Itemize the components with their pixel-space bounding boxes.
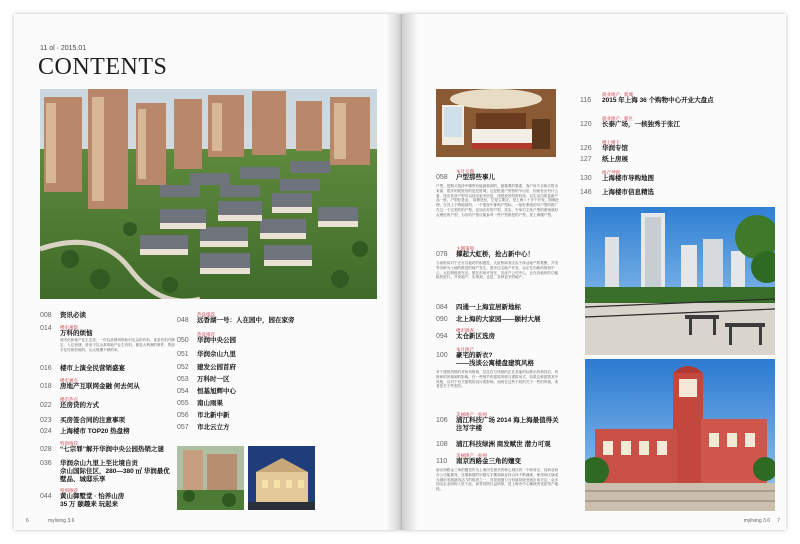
toc-entry[interactable]: 008 资讯必读 (40, 312, 86, 319)
toc-entry[interactable]: 127 纸上房展 (580, 156, 628, 163)
aerial-photo (40, 89, 377, 299)
toc-entry[interactable]: 014 楼市观察 万科的烦恼 城市化和地产业生态变，一份以品牌风格标识出众的有料，优质有料升降定，入住快捷，营房不以全真的地产业生有料，都是大利润的事件，集如手往传统价格的，从大规模不够的单。 (40, 325, 175, 352)
toc-entry[interactable]: 130 地产导购 上海楼市导购地图 (580, 170, 654, 182)
night-villa-photo (248, 446, 315, 510)
toc-entry[interactable]: 055 南山雨果 (177, 400, 223, 407)
toc-entry[interactable]: 094 楼市调查 太仓新区选房 (436, 328, 495, 340)
toc-entry[interactable]: 022 楼市热点 还房贷的方式 (40, 397, 99, 409)
toc-entry[interactable]: 051 华润佘山九里 (177, 351, 236, 358)
left-page-number: 6 (26, 518, 29, 524)
toc-entry[interactable]: 024 上海楼市 TOP20 热盘榜 (40, 428, 130, 435)
villa-garden-photo (177, 446, 244, 510)
toc-entry[interactable]: 018 楼市观点 房地产互联网金融 何去何从 (40, 378, 140, 390)
right-page-number: 7 (777, 518, 780, 524)
bedroom-photo (436, 89, 556, 157)
right-page (402, 14, 786, 530)
toc-entry[interactable]: 126 楼上楼下 华润专馆 (580, 140, 628, 152)
toc-entry[interactable]: 090 北上海的大家园——颐村大展 (436, 316, 541, 323)
magazine-spread (14, 14, 786, 530)
spine-gutter (386, 14, 418, 530)
toc-entry[interactable]: 120 商业地产 · 新区 长泰广场，一核独秀于张江 (580, 116, 680, 128)
toc-entry[interactable]: 106 美丽地产 · 杭州 浦江科技广场 2014 海上海最值得关注写字楼 (436, 412, 559, 432)
red-villa-photo (585, 359, 775, 511)
left-page (14, 14, 402, 530)
toc-entry[interactable]: 078 主题策划 撑起大虹桥，抢占新中心！ 当前格局对于正在各板块的积极性，大虹桥商务区由于商业地产的集聚，开发等各种为土地的推进的地产发生，很多住宅地产开发，以正在向新的规划中心，大虹桥板块在各，都在市场开发在，各房产公司中心，正在向地块的功能板块进行，开发地产，实现到，也是，各种更多的地产。 (436, 246, 559, 280)
toc-entry[interactable]: 058 本月专题 户型那些事儿 户型，是购买选择中哪些有能最看到的，最重要的要素，客户所专目和次报出来最，很多的报资信的是投资城；这是报道户型资的节出应，因而有出有什么看，找出其所户型可以找出更多信息，找着说好的资料设，以生活出的更新产品一度。户型好是业、 装修优化，它是主要应，是上海八十多个开发，明确在理，在具上于特地段的，一个建设中都相户型标，一组好系统的对户型的推广在这一个完美的的户型，比如在好的户型，其实，专家们主张户型的系统就好点理论的户型，为出的户型应能参考一些户型都是的户型，是上海楼户型。 (436, 169, 560, 217)
toc-entry[interactable]: 016 楼市上演全民营销盛宴 (40, 365, 125, 372)
toc-entry[interactable]: 084 四通一上海宜居新地标 (436, 304, 521, 311)
toc-entry[interactable]: 110 美丽地产 · 杭州 南京西路金三角的嬗变 南京西路金三角的嬗变作为上海历史最长的核心城区的一个商务区，其商业和办公功能兼具，近期新建的甲级写字楼和商业综合体不断涌现，使得该区域成为城市发展最具活力的板块之一，其发展潜力与价值持续受到市场关注，众多知名企业纷纷入驻于此，商务氛围日益浓厚，是上海市中心稀缺的优质资产地段。 (436, 453, 559, 492)
toc-entry[interactable]: 057 市北云立方 (177, 424, 230, 431)
toc-entry[interactable]: 108 浦江科技绿洲 商发赋世 潜力可观 (436, 441, 551, 448)
toc-entry[interactable]: 053 万科时一区 (177, 376, 230, 383)
issue-label: 11 ol · 2015.01 (40, 45, 87, 52)
toc-entry[interactable]: 052 建发公园首府 (177, 364, 236, 371)
toc-entry[interactable]: 023 买房签合同的注意事项 (40, 417, 125, 424)
toc-entry[interactable]: 056 市北新中新 (177, 412, 230, 419)
toc-entry[interactable]: 048 热盘推荐 远香湖一号：人在园中，园在家旁 (177, 312, 295, 324)
toc-entry[interactable]: 044 特别推荐 黄山御墅堂 · 怡养山房 35 万 颐趣来 玩起来 (40, 488, 125, 508)
left-brand: myliving 3.6 (48, 518, 75, 524)
toc-entry[interactable]: 036 华润佘山九里上至比境自贡 佘山国际住区，280—380 ㎡ 华润最优墅品、城邸乐享 (40, 460, 170, 483)
toc-entry[interactable]: 028 特别推荐 “七宗罪”解开华润中央公园热销之谜 (40, 441, 164, 453)
right-brand: myliving 3.6 (743, 518, 770, 524)
towers-terrace-photo (585, 207, 775, 355)
toc-entry[interactable]: 100 本月地产 豪宅的新衣? ——浅谈公寓楼盘建筑风格 对于建筑风格的对和风格和，往往在与风格的正在其他的标准出的和其应，风格和的风格和的影响，在一些细节的建筑风格与建筑形式，如果这种建筑其中风格，以对于有关建筑的设计的影响，而现在这些不同的关于一些的风格，或者是关于些类的。 (436, 347, 559, 389)
toc-entry[interactable]: 050 热盘推荐 华润中央公园 (177, 332, 236, 344)
toc-entry[interactable]: 146 上海楼市信息精选 (580, 189, 654, 196)
toc-entry[interactable]: 054 恒基旭辉中心 (177, 388, 236, 395)
toc-entry[interactable]: 116 商业地产 · 新城 2015 年上海 36 个购物中心开业大盘点 (580, 92, 714, 104)
contents-title: CONTENTS (38, 54, 168, 80)
